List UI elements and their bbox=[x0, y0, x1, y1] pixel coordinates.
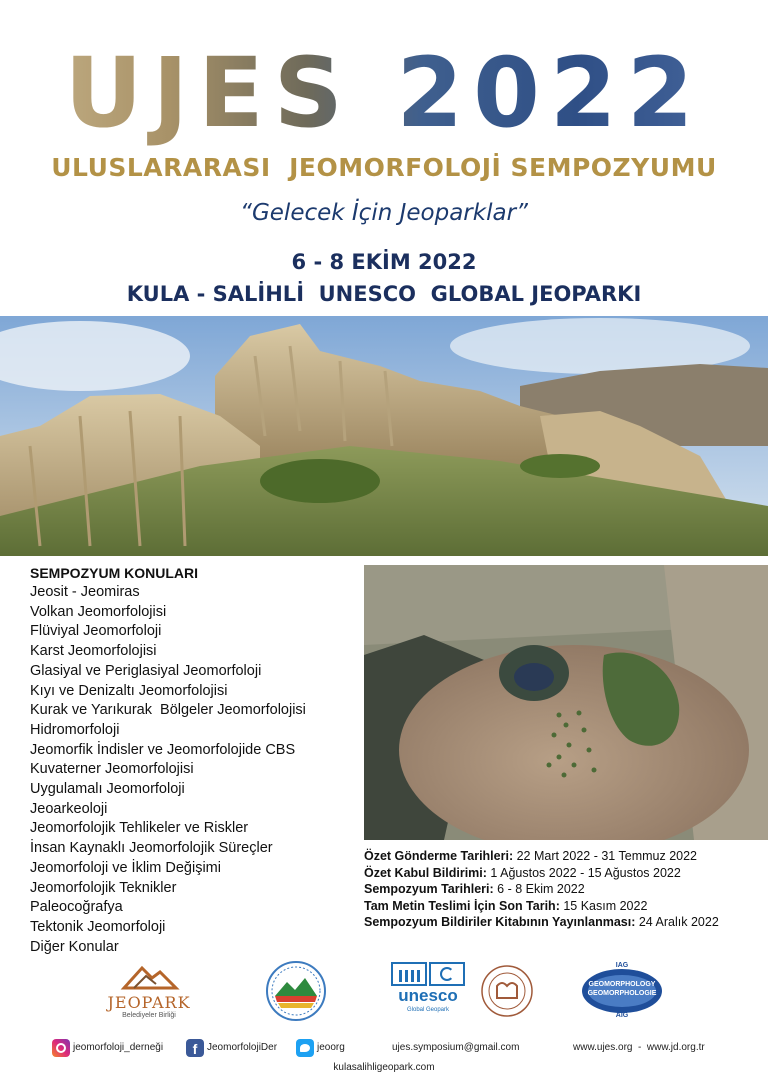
topic-item: Jeomorfolojik Teknikler bbox=[30, 879, 177, 896]
schedule-label: Sempozyum Bildiriler Kitabının Yayınlanması: bbox=[364, 915, 636, 930]
jeopark-logo bbox=[104, 962, 194, 1018]
website-links[interactable]: www.ujes.org - www.jd.org.tr bbox=[573, 1042, 705, 1053]
event-dates: 6 - 8 EKİM 2022 bbox=[291, 250, 477, 274]
topic-item: Karst Jeomorfolojisi bbox=[30, 643, 157, 660]
instagram-icon[interactable] bbox=[52, 1039, 70, 1057]
instagram-handle[interactable]: jeomorfoloji_derneği bbox=[73, 1042, 164, 1053]
symposium-name: ULUSLARARASI JEOMORFOLOJİ SEMPOZYUMU bbox=[51, 153, 717, 182]
topics-heading: SEMPOZYUM KONULARI bbox=[30, 565, 198, 581]
jeopark-logo-subtext: Belediyeler Birliği bbox=[122, 1012, 176, 1019]
topic-item: Kurak ve Yarıkurak Bölgeler Jeomorfolojisi bbox=[30, 702, 306, 719]
event-location: KULA - SALİHLİ UNESCO GLOBAL JEOPARKI bbox=[126, 282, 642, 306]
schedule-row bbox=[364, 865, 768, 882]
crater-aerial-photo bbox=[364, 565, 768, 840]
schedule-value: 24 Aralık 2022 bbox=[635, 915, 719, 930]
topic-item: Diğer Konular bbox=[30, 938, 119, 955]
facebook-handle[interactable]: JeomorfolojiDer bbox=[207, 1042, 278, 1053]
schedule-value: 22 Mart 2022 - 31 Temmuz 2022 bbox=[513, 849, 698, 863]
topics-list bbox=[30, 564, 360, 957]
iag-line1: GEOMORPHOLOGY bbox=[588, 981, 656, 988]
schedule-label: Özet Gönderme Tarihleri: bbox=[364, 849, 514, 863]
schedule-row bbox=[364, 848, 768, 865]
topic-item: İnsan Kaynaklı Jeomorfolojik Süreçler bbox=[30, 840, 273, 857]
topic-item: Glasiyal ve Periglasiyal Jeomorfoloji bbox=[30, 662, 262, 679]
topic-item: Hidromorfoloji bbox=[30, 721, 120, 738]
jeopark-logo-text: JEOPARK bbox=[107, 993, 191, 1012]
topic-item: Jeosit - Jeomiras bbox=[30, 584, 140, 600]
poster-title: UJES 2022 bbox=[0, 38, 768, 148]
topic-item: Tektonik Jeomorfoloji bbox=[30, 918, 166, 935]
kula-salihli-geopark-logo bbox=[480, 964, 534, 1018]
schedule-label: Sempozyum Tarihleri: bbox=[364, 882, 494, 897]
iag-top-text: IAG bbox=[615, 962, 629, 969]
topic-item: Volkan Jeomorfolojisi bbox=[30, 603, 167, 620]
schedule-value: 15 Kasım 2022 bbox=[559, 898, 648, 913]
topic-item: Kuvaterner Jeomorfolojisi bbox=[30, 761, 194, 778]
unesco-temple-icon bbox=[391, 962, 427, 986]
landscape-photo bbox=[0, 316, 768, 556]
unesco-wordmark: unesco bbox=[398, 986, 458, 1005]
email-link[interactable]: ujes.symposium@gmail.com bbox=[392, 1042, 520, 1053]
motto: “Gelecek İçin Jeoparklar” bbox=[240, 200, 528, 226]
schedule-label: Tam Metin Teslimi İçin Son Tarih: bbox=[364, 898, 560, 913]
topic-item: Jeomorfolojik Tehlikeler ve Riskler bbox=[30, 820, 249, 837]
iag-logo bbox=[580, 962, 664, 1020]
schedule-label: Özet Kabul Bildirimi: bbox=[364, 865, 487, 880]
topic-item: Jeomorfik İndisler ve Jeomorfolojide CBS bbox=[30, 741, 296, 758]
iag-line2: GEOMORPHOLOGIE bbox=[587, 990, 657, 997]
twitter-icon[interactable] bbox=[296, 1039, 314, 1057]
schedule-list bbox=[364, 848, 768, 931]
topic-item: Kıyı ve Denizaltı Jeomorfolojisi bbox=[30, 682, 228, 699]
facebook-icon[interactable]: f bbox=[186, 1039, 204, 1057]
schedule-row bbox=[364, 881, 768, 898]
topic-item: Uygulamalı Jeomorfoloji bbox=[30, 781, 185, 798]
schedule-row bbox=[364, 898, 768, 915]
geopark-circle-icon bbox=[429, 962, 465, 986]
twitter-handle[interactable]: jeoorg bbox=[317, 1042, 345, 1053]
geopark-website-link[interactable]: kulasalihligeopark.com bbox=[333, 1062, 435, 1073]
unesco-subtext: Global Geopark bbox=[406, 1007, 450, 1013]
schedule-value: 1 Ağustos 2022 - 15 Ağustos 2022 bbox=[486, 865, 681, 880]
topic-item: Flüviyal Jeomorfoloji bbox=[30, 623, 162, 640]
schedule-row bbox=[364, 914, 768, 931]
iag-bottom-text: AIG bbox=[615, 1012, 629, 1019]
jeomorfoloji-dernegi-logo bbox=[265, 960, 327, 1022]
topic-item: Paleocoğrafya bbox=[30, 899, 123, 916]
topic-item: Jeomorfoloji ve İklim Değişimi bbox=[30, 859, 221, 876]
schedule-value: 6 - 8 Ekim 2022 bbox=[493, 882, 585, 897]
unesco-logo bbox=[390, 962, 466, 1020]
mountain-icon bbox=[104, 962, 194, 990]
topic-item: Jeoarkeoloji bbox=[30, 800, 108, 817]
